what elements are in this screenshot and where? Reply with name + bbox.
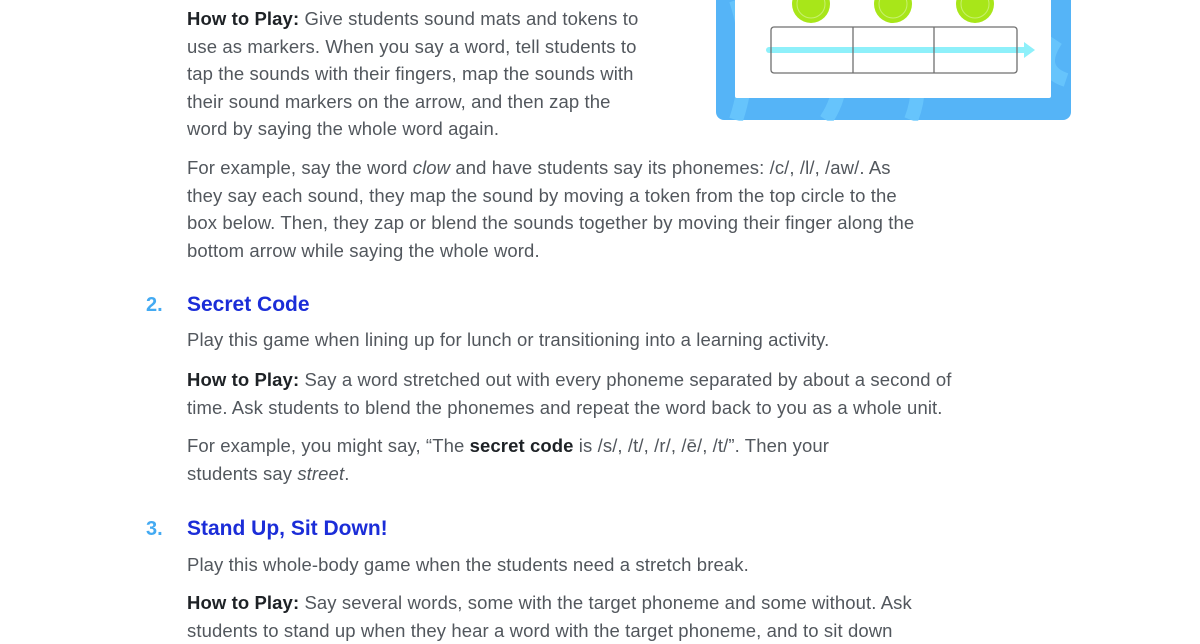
section1-example: For example, say the word clow and have students say its phonemes: /c/, /l/, /aw/. As they say each sound, they map the sound by moving a token from the top circle to the box below. Then, they zap or blend the sounds together by moving their finger along the bottom arrow while saying the whole word.: [187, 157, 915, 261]
sound-mat-illustration: [716, 0, 1072, 121]
section3-intro: Play this whole-body game when the students need a stretch break.: [187, 554, 749, 575]
section2-how-to-play: How to Play: Say a word stretched out with every phoneme separated by about a second of time. Ask students to blend the phonemes and repeat the word back to you as a whole unit.: [187, 369, 952, 418]
section-title: Stand Up, Sit Down!: [187, 517, 388, 540]
section2-intro: Play this game when lining up for lunch or transitioning into a learning activity.: [187, 329, 830, 350]
how-to-play-label: How to Play:: [187, 8, 300, 29]
section-title: Secret Code: [187, 293, 310, 316]
how-to-play-label: How to Play:: [187, 592, 300, 613]
section3-heading: [146, 517, 388, 541]
how-to-play-label: How to Play:: [187, 369, 300, 390]
section-number: 3.: [146, 518, 163, 540]
section-number: 2.: [146, 294, 163, 316]
section1-how-to-play: How to Play: Give students sound mats and tokens to use as markers. When you say a word, tell students to tap the sounds with their fingers, map the sounds with their sound markers on the arrow, and then zap the word by saying the whole word again.: [187, 8, 639, 139]
section2-heading: [146, 293, 310, 317]
section3-how-to-play: How to Play: Say several words, some with the target phoneme and some without. Ask students to stand up when they hear a word with the target phoneme, and to sit down: [187, 592, 912, 641]
section2-example: For example, you might say, “The secret code is /s/, /t/, /r/, /ē/, /t/”. Then your students say street.: [187, 435, 830, 484]
